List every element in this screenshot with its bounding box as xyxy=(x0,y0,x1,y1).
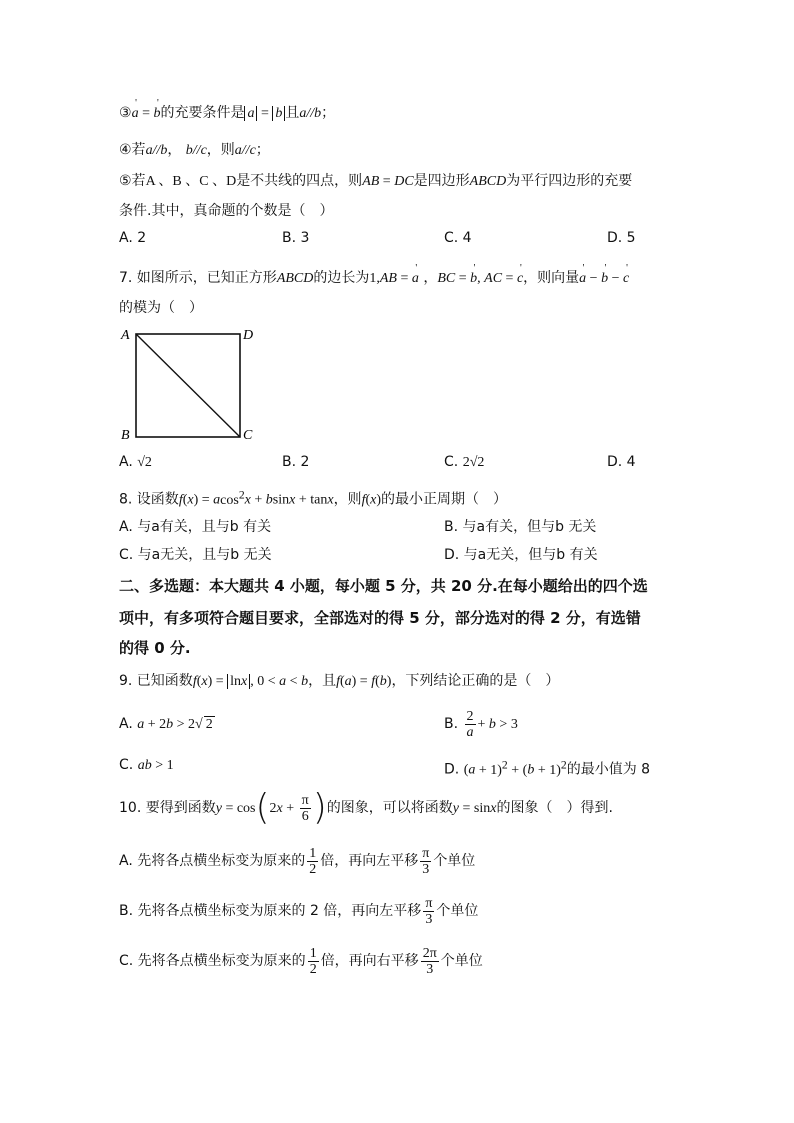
q8-option-d[interactable]: D. 与a无关，但与b 有关 xyxy=(444,547,598,563)
q10-option-a[interactable]: A. 先将各点横坐标变为原来的 $\frac{1}{2}$ 倍，再向左平移 $\frac{\pi}{3}$ 个单位 xyxy=(119,845,476,877)
q8-option-c[interactable]: C. 与a无关，且与b 无关 xyxy=(119,547,272,563)
square-figure xyxy=(119,325,259,440)
section-2-line2: 项中，有多项符合题目要求，全部选对的得 5 分，部分选对的得 2 分，有选错 xyxy=(119,609,641,627)
vertex-b: B xyxy=(121,428,130,440)
q7-option-b[interactable]: B. 2 xyxy=(282,454,310,470)
q9-stem: 9. 已知函数f(x) = lnx , 0 < a < b，且f(a) = f(b)，下列结论正确的是（ ） xyxy=(119,673,560,689)
vertex-a: A xyxy=(121,328,130,343)
q9-option-c[interactable]: C. ab > 1 xyxy=(119,757,174,773)
vertex-c: C xyxy=(243,428,253,440)
q6-option-c[interactable]: C. 4 xyxy=(444,230,472,246)
q6-option-a[interactable]: A. 2 xyxy=(119,230,147,246)
statement-3-number: ③ xyxy=(119,105,132,121)
q6-option-b[interactable]: B. 3 xyxy=(282,230,310,246)
q10-option-b[interactable]: B. 先将各点横坐标变为原来的 2 倍，再向左平移 $\frac{\pi}{3}$ 个单位 xyxy=(119,895,479,927)
q7-option-d[interactable]: D. 4 xyxy=(607,454,636,470)
q8-option-b[interactable]: B. 与a有关，但与b 无关 xyxy=(444,519,597,535)
statement-4: ④若a//b， b//c，则a//c； xyxy=(119,142,270,158)
q7-option-a[interactable]: A. √2 xyxy=(119,454,152,470)
statement-5: ⑤若A 、B 、C 、D是不共线的四点，则AB = DC是四边形ABCD为平行四边形的充要 xyxy=(119,173,633,189)
statement-3-text: 的充要条件是 xyxy=(160,105,245,121)
statement-5-line2: 条件.其中，真命题的个数是（ ） xyxy=(119,203,334,219)
section-2-line1: 二、多选题：本大题共 4 小题，每小题 5 分，共 20 分.在每小题给出的四个选 xyxy=(119,577,648,595)
q7-stem: 7. 如图所示，已知正方形ABCD的边长为1,AB = ' a ，BC = ' b, AC = ' c，则向量' a − ' b − ' c xyxy=(119,268,629,289)
section-2-line3: 的得 0 分. xyxy=(119,639,191,657)
vertex-d: D xyxy=(243,328,254,343)
q10-option-c[interactable]: C. 先将各点横坐标变为原来的 $\frac{1}{2}$ 倍，再向右平移 $\frac{2\pi}{3}$ 个单位 xyxy=(119,945,483,977)
q8-stem: 8. 设函数f(x) = acos$^2$x + bsinx + tanx，则f(x)的最小正周期（ ） xyxy=(119,488,508,508)
q9-option-d[interactable]: D. $(a + 1)^2 + (b + 1)^2$的最小值为 8 xyxy=(444,758,651,778)
statement-3: ③' a = ' b的充要条件是 a = b 且a//b； xyxy=(119,103,335,124)
q6-option-d[interactable]: D. 5 xyxy=(607,230,636,246)
q7-option-c[interactable]: C. 2√2 xyxy=(444,454,485,470)
q7-stem-line2: 的模为（ ） xyxy=(119,300,203,316)
q8-option-a[interactable]: A. 与a有关，且与b 有关 xyxy=(119,519,272,535)
q10-stem: 10. 要得到函数y = cos(2x + $\frac{\pi}{6}$ )的图象，可以将函数y = sinx的图象（ ）得到. xyxy=(119,787,613,828)
diagonal-ac xyxy=(136,334,240,437)
q9-option-a[interactable]: A. a + 2b > 2√ 2 xyxy=(119,716,213,732)
q9-option-b[interactable]: B. $\frac{2}{a}$ + b > 3 xyxy=(444,708,518,740)
